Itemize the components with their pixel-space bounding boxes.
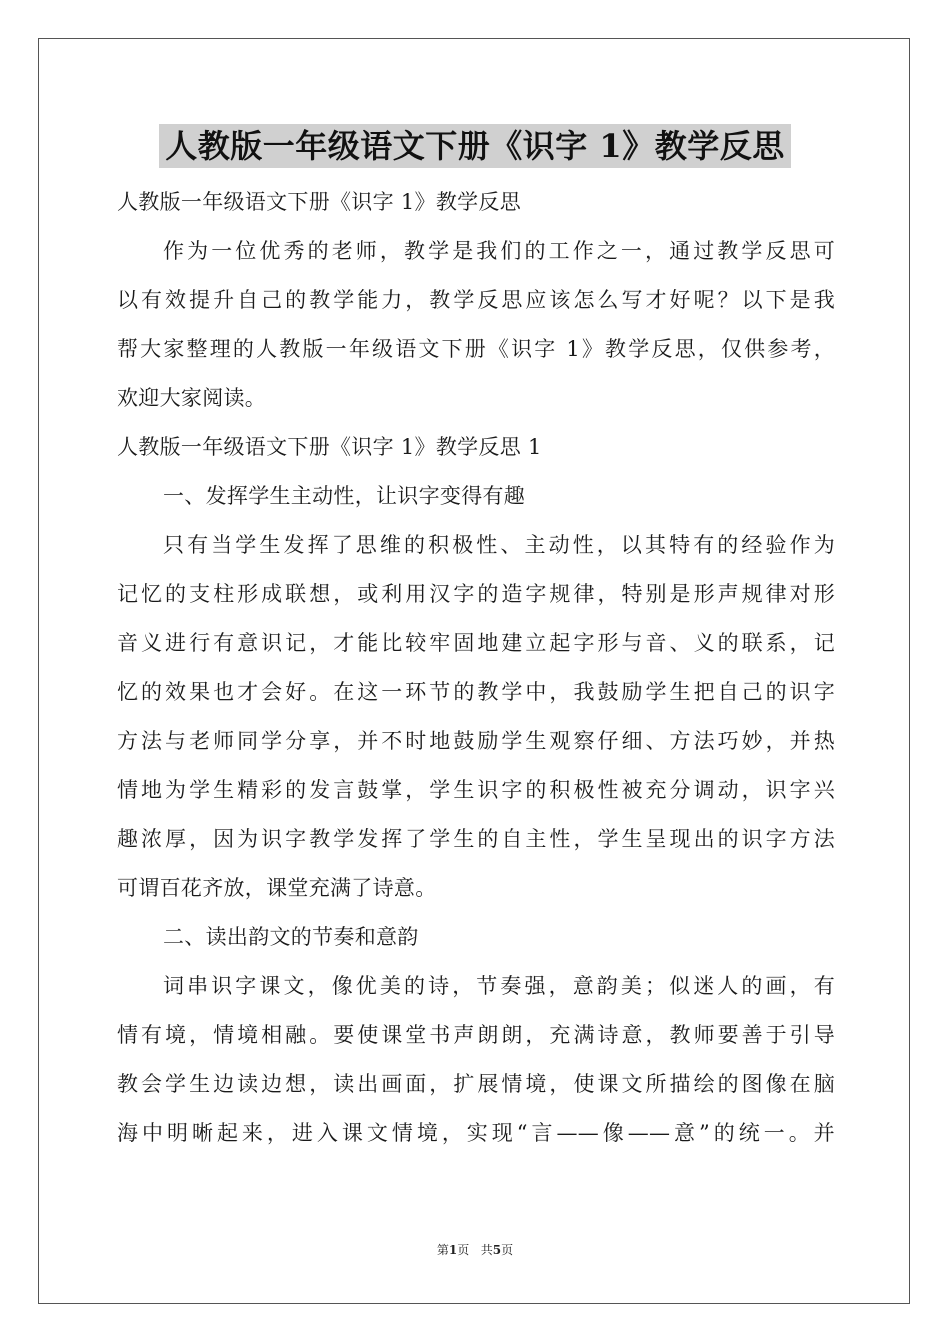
text-line: 可谓百花齐放，课堂充满了诗意。 (117, 876, 437, 900)
page-suffix: 页 (457, 1243, 470, 1257)
document-title: 人教版一年级语文下册《识字 1》教学反思 (159, 124, 790, 168)
text-line: 方法与老师同学分享，并不时地鼓励学生观察仔细、方法巧妙，并热 (117, 729, 835, 753)
text-line: 音义进行有意识记，才能比较牢固地建立起字形与音、义的联系，记 (117, 631, 835, 655)
page-total: 5 (492, 1243, 502, 1257)
total-suffix: 页 (501, 1243, 514, 1257)
text-line: 以有效提升自己的教学能力，教学反思应该怎么写才好呢？以下是我 (117, 288, 835, 312)
text-line: 作为一位优秀的老师，教学是我们的工作之一，通过教学反思可 (163, 239, 835, 263)
text-line: 只有当学生发挥了思维的积极性、主动性，以其特有的经验作为 (163, 533, 835, 557)
text-line: 情地为学生精彩的发言鼓掌，学生识字的积极性被充分调动，识字兴 (117, 778, 835, 802)
text-line: 记忆的支柱形成联想，或利用汉字的造字规律，特别是形声规律对形 (117, 582, 835, 606)
title-wrap (0, 124, 950, 168)
text-line: 人教版一年级语文下册《识字 1》教学反思 1 (117, 435, 542, 459)
page-prefix: 第 (436, 1243, 449, 1257)
text-line: 忆的效果也才会好。在这一环节的教学中，我鼓励学生把自己的识字 (117, 680, 835, 704)
text-line: 人教版一年级语文下册《识字 1》教学反思 (117, 190, 522, 214)
text-line: 帮大家整理的人教版一年级语文下册《识字 1》教学反思，仅供参考， (117, 337, 835, 361)
total-prefix: 共 (480, 1243, 493, 1257)
text-line: 一、发挥学生主动性，让识字变得有趣 (163, 484, 526, 508)
page-footer (0, 1241, 950, 1258)
document-body (117, 178, 835, 1158)
text-line: 欢迎大家阅读。 (117, 386, 267, 410)
text-line: 情有境，情境相融。要使课堂书声朗朗，充满诗意，教师要善于引导 (117, 1023, 835, 1047)
text-line: 词串识字课文，像优美的诗，节奏强，意韵美；似迷人的画，有 (163, 974, 835, 998)
page-current: 1 (448, 1243, 458, 1257)
text-line: 教会学生边读边想，读出画面，扩展情境，使课文所描绘的图像在脑 (117, 1072, 835, 1096)
text-line: 海中明晰起来，进入课文情境，实现“言——像——意”的统一。并 (117, 1121, 835, 1145)
text-line: 趣浓厚，因为识字教学发挥了学生的自主性，学生呈现出的识字方法 (117, 827, 835, 851)
text-line: 二、读出韵文的节奏和意韵 (163, 925, 419, 949)
